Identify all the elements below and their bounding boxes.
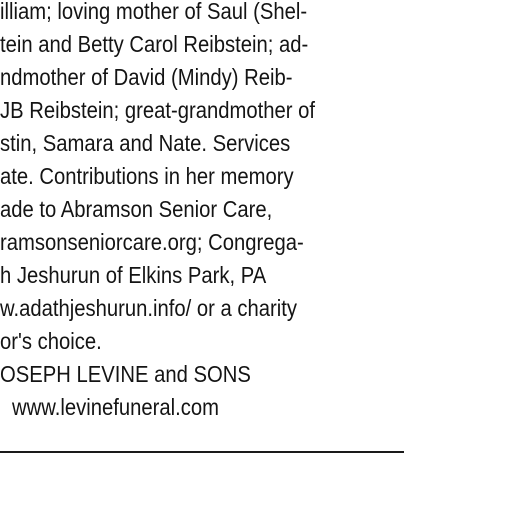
obituary-line: w.adathjeshurun.info/ or a charity [0,295,298,321]
obituary-line: or's choice. [0,328,102,354]
obituary-line: illiam; loving mother of Saul (Shel- [0,0,308,24]
obituary-line: ate. Contributions in her memory [0,163,294,189]
obituary-line: JB Reibstein; great-grandmother of [0,97,316,123]
funeral-home-website: www.levinefuneral.com [12,394,219,420]
obituary-line: ramsonseniorcare.org; Congrega- [0,229,304,255]
funeral-home-name: OSEPH LEVINE and SONS [0,361,251,387]
obituary-line: h Jeshurun of Elkins Park, PA [0,262,267,288]
obituary-line: ndmother of David (Mindy) Reib- [0,64,293,90]
section-divider [0,451,404,453]
obituary-line: ade to Abramson Senior Care, [0,196,273,222]
obituary-line: stin, Samara and Nate. Services [0,130,291,156]
obituary-line: tein and Betty Carol Reibstein; ad- [0,31,309,57]
